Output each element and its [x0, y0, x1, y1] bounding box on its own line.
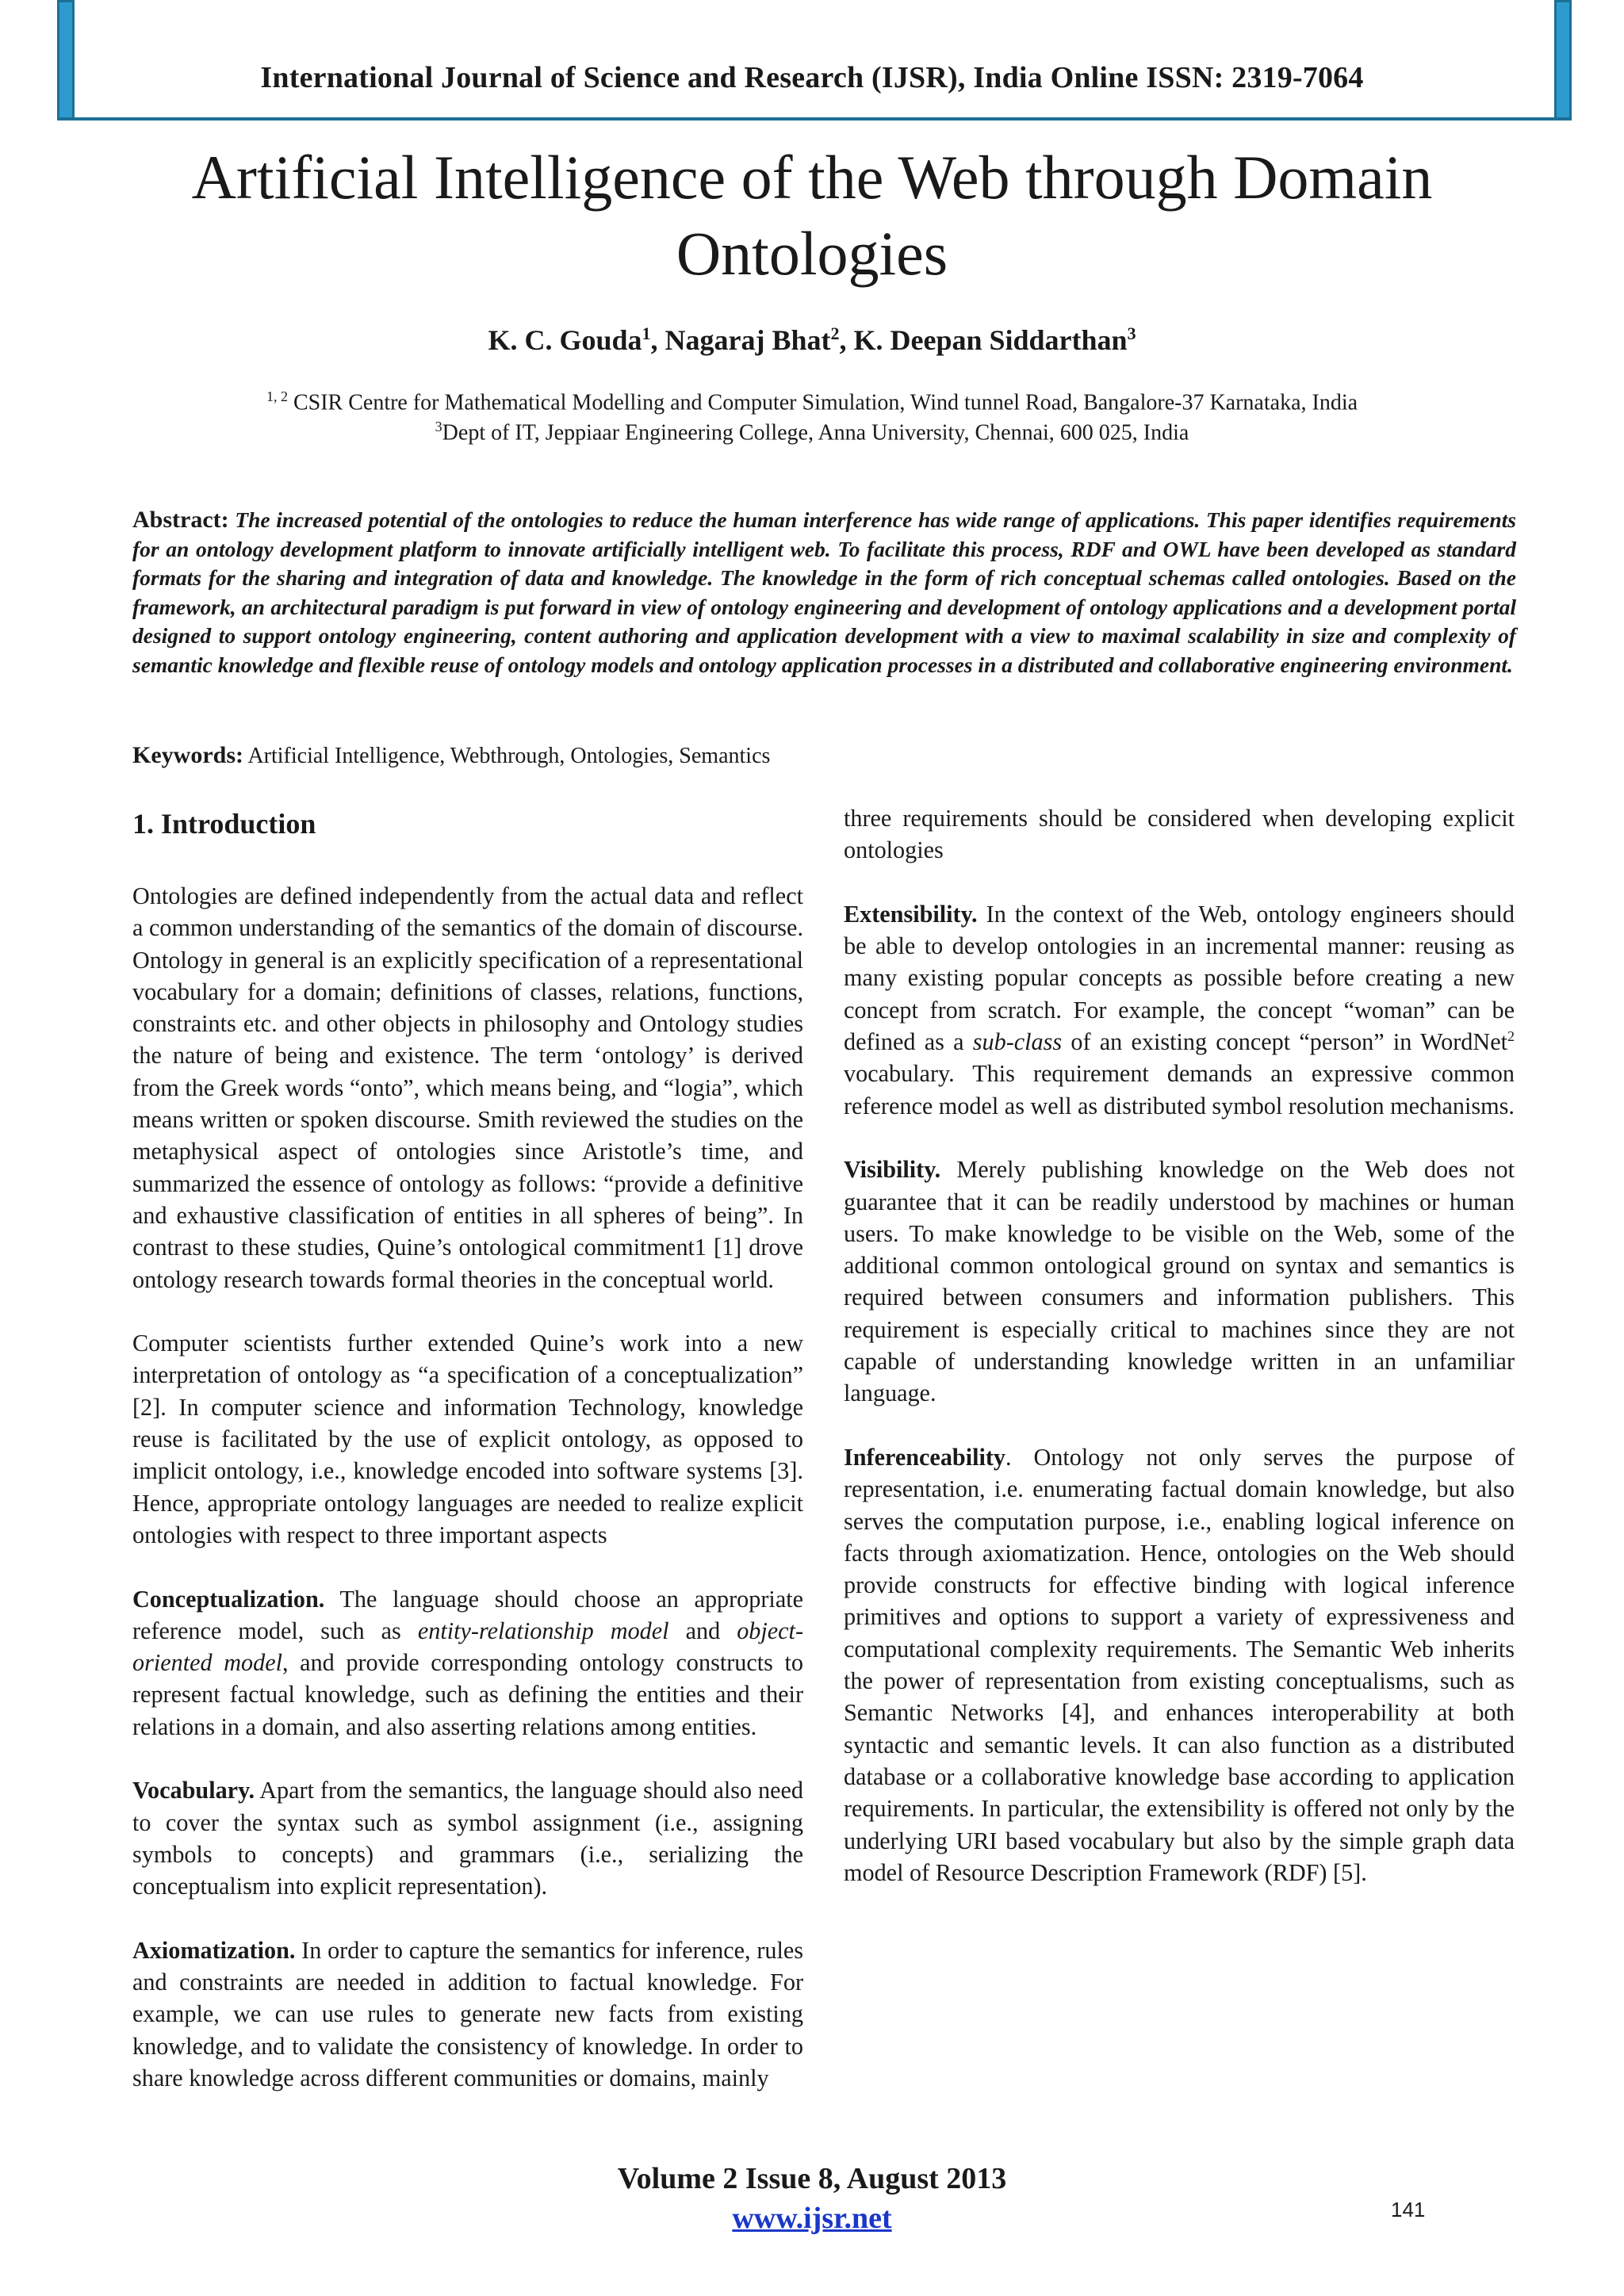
keywords-label: Keywords: — [132, 742, 243, 768]
author-3-affil: 3 — [1127, 323, 1136, 343]
page-number: 141 — [1391, 2198, 1426, 2221]
keywords — [132, 742, 1516, 769]
author-1: K. C. Gouda — [488, 324, 642, 356]
term-vocabulary: Vocabulary. — [132, 1777, 255, 1804]
paragraph-computer-scientists: Computer scientists further extended Quine’s work into a new interpretation of ontology as “a specification of a conceptualization” [2]. In computer science and information Technology, knowledge reuse is facilitated by the use of explicit ontology, as opposed to implicit ontology, i.e., knowledge encoded into software systems [3]. Hence, appropriate ontology languages are needed to realize explicit ontologies with respect to three important aspects — [132, 1330, 803, 1548]
italic-run: entity-relationship model — [417, 1617, 669, 1644]
text-run: of an existing concept “person” in WordNet — [1062, 1028, 1507, 1056]
affiliation-1-marker: 1, 2 — [266, 388, 288, 404]
right-column — [844, 802, 1515, 1920]
paragraph-conceptualization — [132, 1583, 803, 1743]
header-divider — [57, 117, 1572, 121]
italic-run: sub-class — [972, 1028, 1063, 1056]
paragraph-ontology-definition: Ontologies are defined independently from the actual data and reflect a common understanding of the semantics of the domain of discourse. Ontology in general is an explicitly specification of a representational vocabulary for a domain; definitions of classes, relations, functions, constraints etc. and other objects in philosophy and Ontology studies the nature of being and existence. The term ‘ontology’ is derived from the Greek words “onto”, which means being, and “logia”, which means written or spoken discourse. Smith reviewed the studies on the metaphysical aspect of ontologies since Aristotle’s time, and summarized the essence of ontology as follows: “provide a definitive and exhaustive classification of entities in all spheres of being”. In contrast to these studies, Quine’s ontological commitment1 [1] drove ontology research towards formal theories in the conceptual world. — [132, 882, 803, 1293]
paragraph-extensibility — [844, 898, 1515, 1122]
paper-title-line2: Ontologies — [676, 219, 948, 288]
paragraph-inferenceability — [844, 1441, 1515, 1888]
footnote-marker: 2 — [1507, 1028, 1515, 1045]
affiliation-2 — [0, 419, 1624, 446]
footer-url — [0, 2201, 1624, 2236]
text-run: and — [668, 1617, 737, 1644]
abstract — [132, 506, 1516, 680]
author-1-affil: 1 — [642, 323, 651, 343]
keywords-text: Artificial Intelligence, Webthrough, Ontologies, Semantics — [243, 744, 771, 768]
abstract-label: Abstract: — [132, 507, 229, 533]
term-axiomatization: Axiomatization. — [132, 1936, 296, 1964]
paragraph-axiomatization-continued: three requirements should be considered when developing explicit ontologies — [844, 805, 1515, 864]
affiliation-1-text: CSIR Centre for Mathematical Modelling and Computer Simulation, Wind tunnel Road, Bangalore-37 Karnataka, India — [287, 390, 1358, 415]
author-list — [0, 323, 1624, 357]
text-run: In order to capture the semantics for inference, rules and constraints are needed in addition to factual knowledge. For example, we can use rules to generate new facts from existing knowledge, and to validate the consistency of knowledge. In order to share knowledge across different communities or domains, mainly — [132, 1936, 803, 2091]
text-run: Apart from the semantics, the language should also need to cover the syntax such as symbol assignment (i.e., assigning symbols to concepts) and grammars (i.e., serializing the conceptualism into explicit representation). — [132, 1777, 803, 1900]
paragraph-visibility — [844, 1154, 1515, 1409]
text-run: Merely publishing knowledge on the Web does not guarantee that it can be readily understood by machines or human users. To make knowledge to be visible on the Web, some of the additional common ontological ground on syntax and semantics is required between consumers and information publishers. This requirement is especially critical to machines since they are not capable of understanding knowledge written in an unfamiliar language. — [844, 1156, 1515, 1407]
term-extensibility: Extensibility. — [844, 900, 978, 928]
author-2: Nagaraj Bhat — [665, 324, 831, 356]
footer-volume: Volume 2 Issue 8, August 2013 — [617, 2162, 1007, 2195]
left-column — [132, 801, 803, 2094]
text-run: . Ontology not only serves the purpose of representation, i.e. enumerating factual domain knowledge, but also serves the computation purpose, i.e., enabling logical inference on facts through axiomatization. Hence, ontologies on the Web should provide constructs for effective binding with logical inference primitives and options to support a variety of expressiveness and computational complexity requirements. The Semantic Web inherits the power of representation from existing conceptualisms, such as Semantic Networks [4], and enhances interoperability at both syntactic and semantic levels. It can also function as a distributed database or a collaborative knowledge base according to application requirements. In particular, the extensibility is offered not only by the underlying URI based vocabulary but also by the simple graph data model of Resource Description Framework (RDF) [5]. — [844, 1443, 1515, 1886]
text-run: , and provide corresponding ontology constructs to represent factual knowledge, such as defining the entities and their relations in a domain, and also asserting relations among entities. — [132, 1649, 803, 1740]
paragraph-vocabulary — [132, 1774, 803, 1902]
italic-run: object-oriented model — [132, 1617, 803, 1677]
affiliation-2-marker: 3 — [435, 419, 442, 434]
text-run: In the context of the Web, ontology engineers should be able to develop ontologies in an incremental manner: reusing as many existing popular concepts as possible before creating a new concept from scratch. For example, the concept “woman” can be defined as a — [844, 900, 1515, 1056]
author-separator: , — [650, 324, 665, 356]
affiliation-2-text: Dept of IT, Jeppiaar Engineering College, Anna University, Chennai, 600 025, India — [442, 420, 1189, 446]
text-run: vocabulary. This requirement demands an expressive common reference model as well as distributed symbol resolution mechanisms. — [844, 1060, 1515, 1119]
paper-title — [0, 140, 1624, 292]
author-3: K. Deepan Siddarthan — [853, 324, 1128, 356]
text-run: The language should choose an appropriate reference model, such as — [132, 1585, 803, 1644]
term-conceptualization: Conceptualization. — [132, 1585, 325, 1613]
author-2-affil: 2 — [830, 323, 840, 343]
term-visibility: Visibility. — [844, 1156, 941, 1184]
journal-header: International Journal of Science and Research (IJSR), India Online ISSN: 2319-7064 — [260, 61, 1364, 94]
author-separator: , — [839, 324, 854, 356]
affiliation-1 — [0, 388, 1624, 415]
journal-link[interactable]: www.ijsr.net — [732, 2202, 892, 2235]
paragraph-axiomatization — [132, 1934, 803, 2094]
section-heading-introduction: 1. Introduction — [132, 808, 316, 840]
term-inferenceability: Inferenceability — [844, 1443, 1006, 1471]
abstract-text: The increased potential of the ontologies to reduce the human interference has wide range of applications. This paper identifies requirements for an ontology development platform to innovate artificially intelligent web. To facilitate this process, RDF and OWL have been developed as standard formats for the sharing and integration of data and knowledge. The knowledge in the form of rich conceptual schemas called ontologies. Based on the framework, an architectural paradigm is put forward in view of ontology engineering and development of ontology applications and a development portal designed to support ontology engineering, content authoring and application development with a view to maximal scalability in size and complexity of semantic knowledge and flexible reuse of ontology models and ontology application processes in a distributed and collaborative engineering environment. — [132, 507, 1516, 677]
paper-title-line1: Artificial Intelligence of the Web through Domain — [191, 143, 1433, 212]
